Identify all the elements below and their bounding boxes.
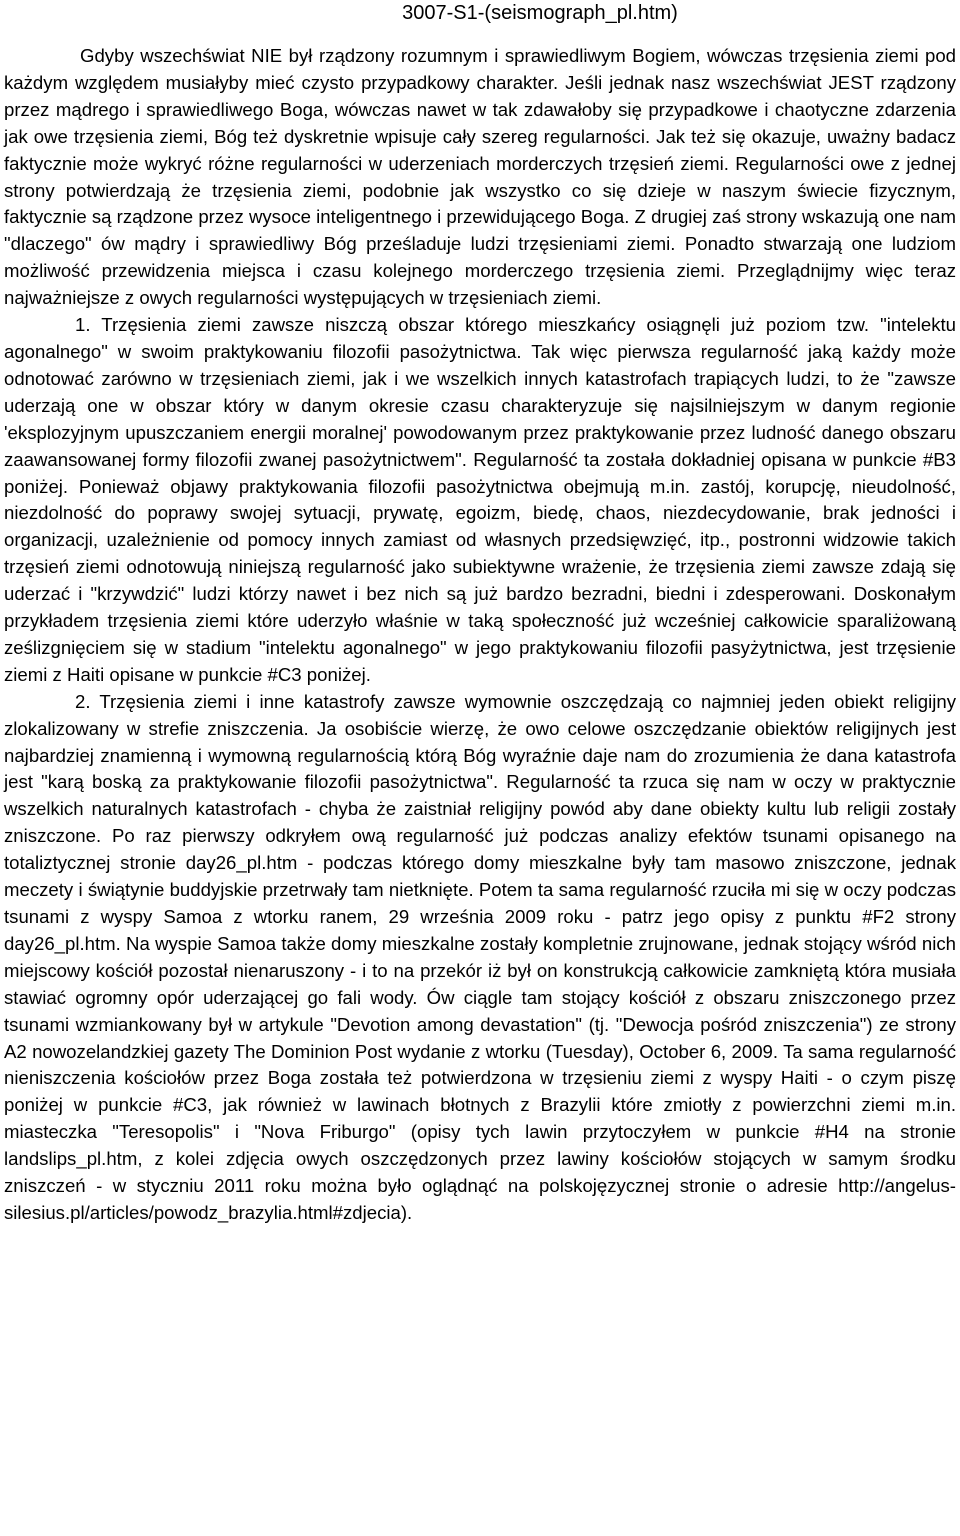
regularity-2-paragraph: 2. Trzęsienia ziemi i inne katastrofy zawsze wymownie oszczędzają co najmniej jeden obiekt religijny zlokalizowany w strefie zniszczenia. Ja osobiście wierzę, że owo celowe oszczędzanie obiektów religijnych jest najbardziej znamienną i wymowną regularnością którą Bóg wyraźnie daje nam do zrozumienia że dana katastrofa jest "karą boską za praktykowanie filozofii pasożytnictwa". Regularność ta rzuca się nam w oczy w praktycznie wszelkich naturalnych katastrofach - chyba że zaistniał religijny powód aby dane obiekty kultu lub religii zostały zniszczone. Po raz pierwszy odkryłem ową regularność już podczas analizy efektów tsunami opisanego na totaliztycznej stronie day26_pl.htm - podczas którego domy mieszkalne były tam masowo zniszczone, jednak meczety i świątynie buddyjskie przetrwały tam nietknięte. Potem ta sama regularność rzuciła mi się w oczy podczas tsunami z wyspy Samoa z wtorku ranem, 29 września 2009 roku - patrz jego opisy z punktu #F2 strony day26_pl.htm. Na wyspie Samoa także domy mieszkalne zostały kompletnie zrujnowane, jednak stojący wśród nich miejscowy kościół pozostał nienaruszony - i to na przekór iż był on konstrukcją całkowicie zamkniętą która musiała stawiać ogromny opór uderzającej go fali wody. Ów ciągle tam stojący kościół z obszaru zniszczonego przez tsunami wzmiankowany był w artykule "Devotion among devastation" (tj. "Dewocja pośród zniszczenia") ze strony A2 nowozelandzkiej gazety The Dominion Post wydanie z wtorku (Tuesday), October 6, 2009. Ta sama regularność nieniszczenia kościołów przez Boga została też potwierdzona w trzęsieniu ziemi z wyspy Haiti - o czym piszę poniżej w punkcie #C3, jak również w lawinach błotnych z Brazylii które zmiotły z powierzchni ziemi m.in. miasteczka "Teresopolis" i "Nova Friburgo" (opisy tych lawin przytoczyłem w punkcie #H4 na stronie landslips_pl.htm, z kolei zdjęcia owych oszczędzonych przez lawiny kościołów stojących w samym środku zniszczeń - w styczniu 2011 roku można było oglądnąć na polskojęzycznej stronie o adresie http://angelus-silesius.pl/articles/powodz_brazylia.html#zdjecia). [4,690,956,1223]
regularity-1-paragraph: 1. Trzęsienia ziemi zawsze niszczą obszar którego mieszkańcy osiągnęli już poziom tzw. "intelektu agonalnego" w swoim praktykowaniu filozofii pasożytnictwa. Tak więc pierwsza regularność jaką każdy może odnotować zarówno w trzęsieniach ziemi, jak i we wszelkich innych katastrofach trapiących ludzi, to że "zawsze uderzają one w obszar który w danym okresie czasu charakteryzuje się najsilniejszym w danym regionie 'eksplozyjnym upuszczaniem energii moralnej' powodowanym przez praktykowanie przez ludność danego obszaru zaawansowanej formy filozofii zwanej pasożytnictwem". Regularność ta została dokładniej opisana w punkcie #B3 poniżej. Ponieważ objawy praktykowania filozofii pasożytnictwa obejmują m.in. zastój, korupcję, nieudolność, niezdolność do poprawy swojej sytuacji, prywatę, egoizm, biedę, chaos, niezdecydowanie, brak jedności i organizacji, uzależnienie od pomocy innych zamiast od własnych przedsięwzięć, itp., postronni widzowie takich trzęsień ziemi odnotowują niniejszą regularność jako subiektywne wrażenie, że trzęsienia ziemi zawsze zdają się uderzać i "krzywdzić" ludzi którzy nawet i bez nich są już bardzo bezradni, biedni i zdesperowani. Doskonałym przykładem trzęsienia ziemi które uderzyło właśnie w taką społeczność już wcześniej całkowicie sparaliżowaną ześlizgnięciem się w stadium "intelektu agonalnego" w jego praktykowaniu filozofii pasyżytnictwa, jest trzęsienie ziemi z Haiti opisane w punkcie #C3 poniżej. [4,314,956,685]
intro-paragraph: Gdyby wszechświat NIE był rządzony rozumnym i sprawiedliwym Bogiem, wówczas trzęsienia ziemi pod każdym względem musiałyby mieć czysto przypadkowy charakter. Jeśli jednak nasz wszechświat JEST rządzony przez mądrego i sprawiedliwego Boga, wówczas nawet w tak zdawałoby się przypadkowe i chaotyczne zdarzenia jak owe trzęsienia ziemi, Bóg też dyskretnie wpisuje cały szereg regularności. Jak też się okazuje, uważny badacz faktycznie może wykryć różne regularności w uderzeniach morderczych trzęsień ziemi. Regularności owe z jednej strony potwierdzają że trzęsienia ziemi, podobnie jak wszystko co się dzieje w naszym świecie fizycznym, faktycznie są rządzone przez wysoce inteligentnego i przewidującego Boga. Z drugiej zaś strony wskazują one nam "dlaczego" ów mądry i sprawiedliwy Bóg prześladuje ludzi trzęsieniami ziemi. Ponadto stwarzają one ludziom możliwość przewidzenia miejsca i czasu kolejnego morderczego trzęsienia ziemi. Przeglądnijmy więc teraz najważniejsze z owych regularności występujących w trzęsieniach ziemi. [4,45,956,309]
document-body [4,43,956,1227]
page-header: 3007-S1-(seismograph_pl.htm) [402,2,678,24]
